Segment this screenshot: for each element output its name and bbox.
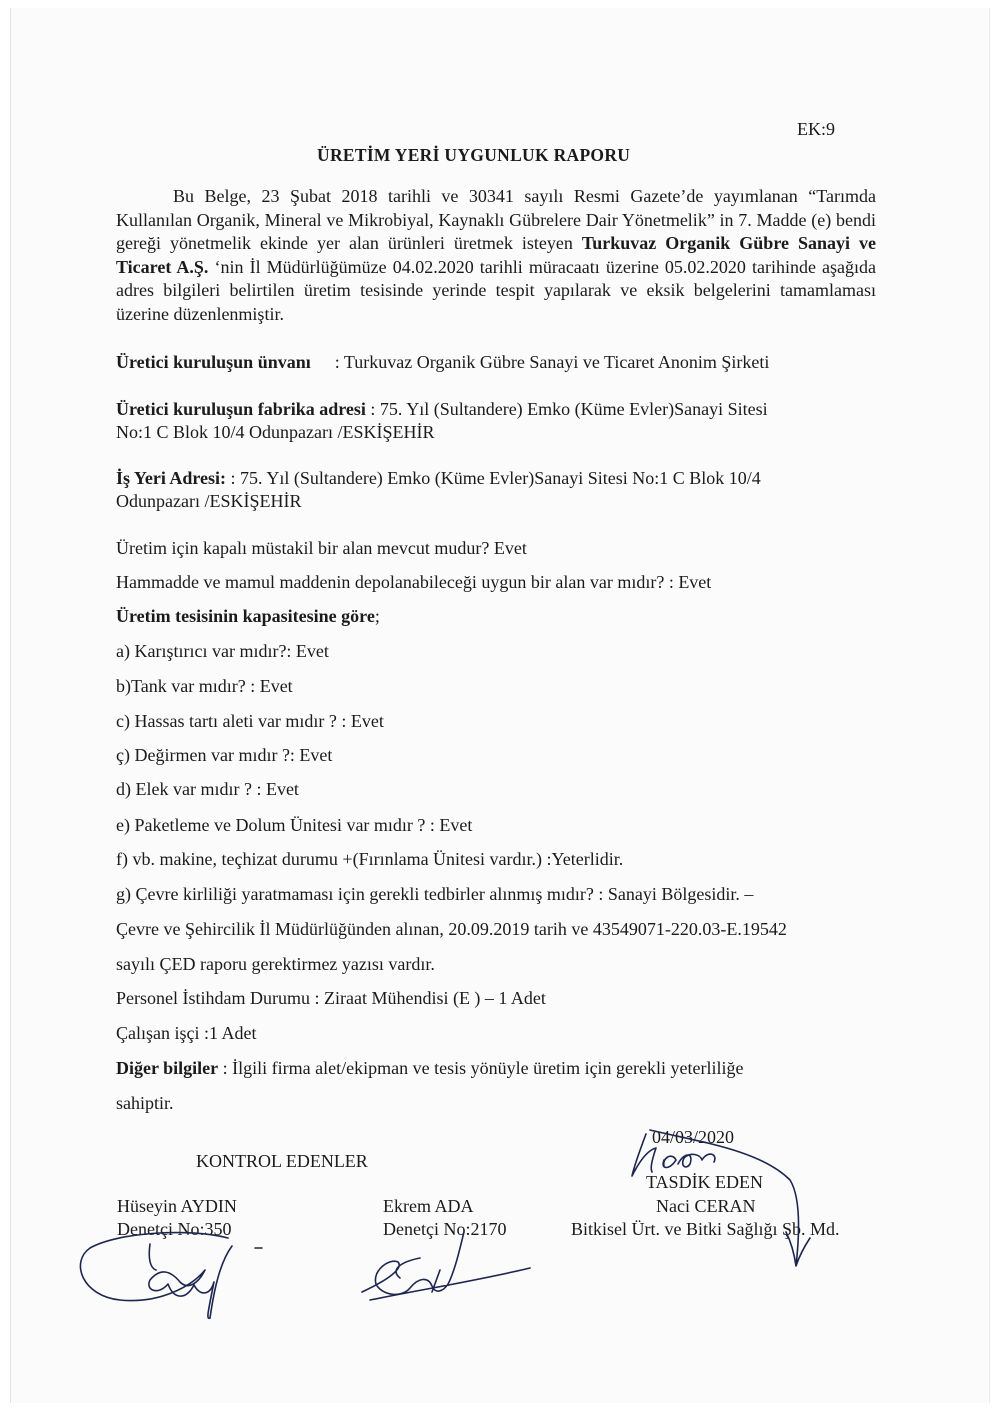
intro-text-2: ‘nin İl Müdürlüğümüze 04.02.2020 tarihli müracaatı üzerine 05.02.2020 tarihinde aşağıda adres bilgileri belirtilen üretim tesisinde yerinde tespit yapılarak ve eksik belgelerini tamamlaması üzerine düzenlenmiştir. — [116, 256, 877, 324]
capacity-heading-suffix: ; — [374, 606, 380, 626]
personnel-status: Personel İstihdam Durumu : Ziraat Mühendisi (E ) – 1 Adet — [116, 988, 546, 1008]
question-sieve: d) Elek var mıdır ? : Evet — [116, 779, 299, 799]
controllers-heading: KONTROL EDENLER — [196, 1151, 368, 1171]
question-packaging: e) Paketleme ve Dolum Ünitesi var mıdır ? : Evet — [116, 815, 473, 835]
question-mill: ç) Değirmen var mıdır ?: Evet — [116, 745, 333, 765]
factory-address-label: Üretici kuruluşun fabrika adresi — [116, 399, 366, 419]
question-tank: b)Tank var mıdır? : Evet — [116, 676, 293, 696]
work-address-value-1: : 75. Yıl (Sultandere) Emko (Küme Evler)Sanayi Sitesi No:1 C Blok 10/4 — [226, 468, 761, 488]
other-info-label: Diğer bilgiler — [116, 1058, 219, 1078]
other-info-value-2: sahiptir. — [116, 1093, 174, 1113]
inspector-1-number: Denetçi No:350 — [117, 1219, 232, 1239]
approver-heading: TASDİK EDEN — [646, 1172, 764, 1192]
factory-address-value-2: No:1 C Blok 10/4 Odunpazarı /ESKİŞEHİR — [116, 422, 435, 442]
signature-inspector-2 — [362, 1232, 530, 1300]
inspector-1-name: Hüseyin AYDIN — [117, 1196, 237, 1216]
capacity-heading-text: Üretim tesisinin kapasitesine göre — [116, 606, 375, 626]
question-scale: c) Hassas tartı aleti var mıdır ? : Evet — [116, 711, 384, 731]
signature-approver — [632, 1130, 810, 1266]
question-storage-area: Hammadde ve mamul maddenin depolanabileceği uygun bir alan var mıdır? : Evet — [116, 572, 712, 592]
inspector-2-name: Ekrem ADA — [383, 1196, 474, 1216]
inspector-2-number: Denetçi No:2170 — [383, 1219, 507, 1239]
question-closed-area: Üretim için kapalı müstakil bir alan mevcut mudur? Evet — [116, 538, 527, 558]
company-name: Turkuvaz Organik Gübre Sanayi ve Ticaret A.Ş. — [116, 233, 876, 277]
question-environment-3: sayılı ÇED raporu gerektirmez yazısı vardır. — [116, 954, 435, 974]
question-environment-2: Çevre ve Şehircilik İl Müdürlüğünden alınan, 20.09.2019 tarih ve 43549071-220.03-E.19542 — [116, 919, 787, 939]
factory-address-value-1: : 75. Yıl (Sultandere) Emko (Küme Evler)Sanayi Sitesi — [365, 399, 768, 419]
signature-inspector-1 — [80, 1233, 262, 1319]
approval-date: 04/03/2020 — [652, 1127, 735, 1147]
producer-title-value: : Turkuvaz Organik Gübre Sanayi ve Ticaret Anonim Şirketi — [334, 352, 770, 372]
document-title: ÜRETİM YERİ UYGUNLUK RAPORU — [317, 145, 631, 165]
annex-label: EK:9 — [797, 119, 835, 139]
question-mixer: a) Karıştırıcı var mıdır?: Evet — [116, 641, 329, 661]
approver-title: Bitkisel Ürt. ve Bitki Sağlığı Şb. Md. — [571, 1219, 840, 1239]
other-info-value-1: : İlgili firma alet/ekipman ve tesis yönüyle üretim için gerekli yeterliliğe — [218, 1058, 744, 1078]
work-address-value-2: Odunpazarı /ESKİŞEHİR — [116, 491, 302, 511]
question-equipment: f) vb. makine, teçhizat durumu +(Fırınlama Ünitesi vardır.) :Yeterlidir. — [116, 849, 624, 869]
intro-text-1: Bu Belge, 23 Şubat 2018 tarihli ve 30341 sayılı Resmi Gazete’de yayımlanan “Tarımda Kullanılan Organik, Mineral ve Mikrobiyal, Kaynaklı Gübrelere Dair Yönetmelik” in 7. Madde (e) bendi gereği yönetmelik ekinde yer alan ürünleri üretmek isteyen — [116, 186, 876, 254]
producer-title-label: Üretici kuruluşun ünvanı — [116, 352, 311, 372]
approver-name: Naci CERAN — [656, 1196, 756, 1216]
worker-count: Çalışan işçi :1 Adet — [116, 1023, 257, 1043]
question-environment-1: g) Çevre kirliliği yaratmaması için gerekli tedbirler alınmış mıdır? : Sanayi Bölgesidir. – — [116, 884, 754, 904]
work-address-label: İş Yeri Adresi: — [116, 468, 226, 488]
